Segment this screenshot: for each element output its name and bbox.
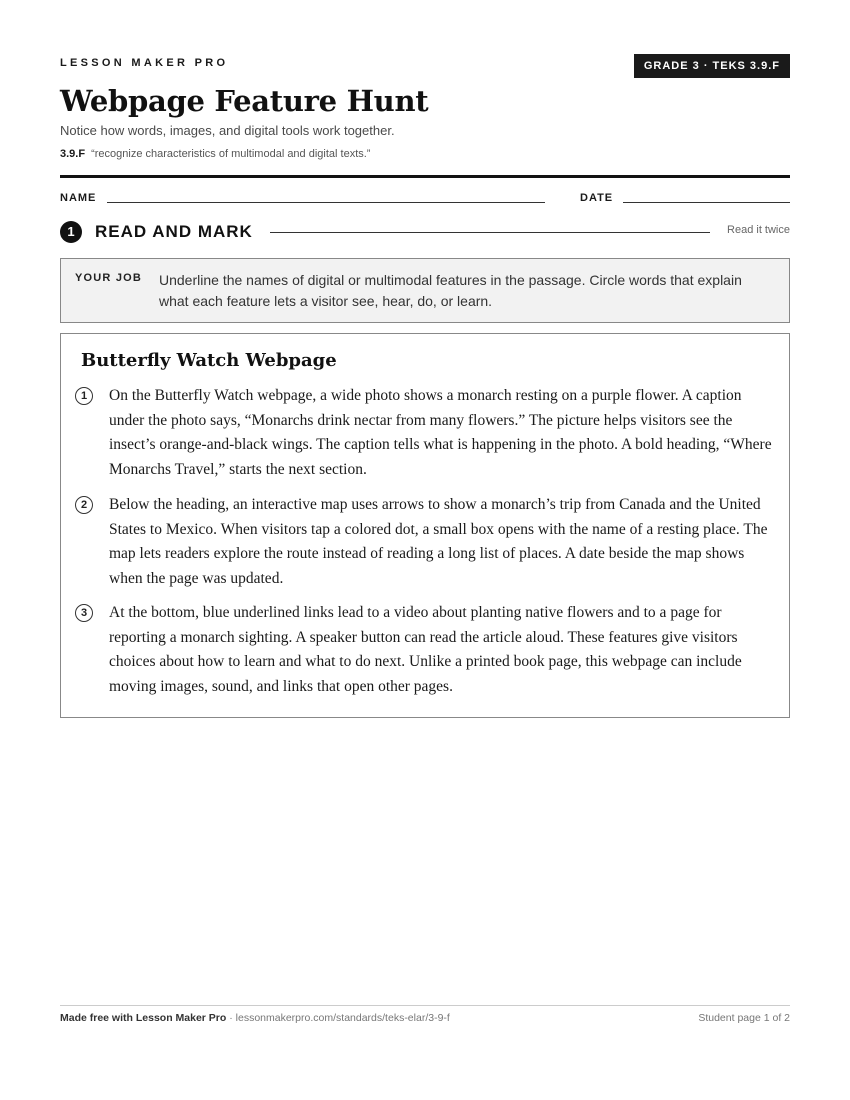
footer-separator: · xyxy=(226,1012,236,1024)
your-job-box xyxy=(60,258,790,323)
date-label: DATE xyxy=(580,192,614,204)
footer-made-with: Made free with Lesson Maker Pro xyxy=(60,1012,227,1024)
name-field[interactable] xyxy=(107,202,545,203)
passage-paragraph xyxy=(75,384,775,482)
paragraph-number: 1 xyxy=(75,387,93,405)
date-field[interactable] xyxy=(623,202,790,203)
paragraph-text: Below the heading, an interactive map uses arrows to show a monarch’s trip from Canada and the United States to Mexico. When visitors tap a colored dot, a small box opens with the name of a resting place. The map lets readers explore the route instead of reading a long list of places. A date beside the map shows when the page was updated. xyxy=(109,496,768,587)
section-divider xyxy=(270,232,710,233)
section-header xyxy=(60,220,790,244)
grade-standard-badge: GRADE 3 · TEKS 3.9.F xyxy=(634,54,790,78)
passage-box xyxy=(60,333,790,718)
your-job-label: YOUR JOB xyxy=(75,272,143,284)
worksheet-page xyxy=(60,0,790,1100)
page-title: Webpage Feature Hunt xyxy=(60,84,429,118)
standard-code: 3.9.F xyxy=(60,148,86,160)
passage-paragraph xyxy=(75,601,775,699)
section-title: READ AND MARK xyxy=(95,222,253,241)
section-number-badge: 1 xyxy=(60,221,82,243)
footer-credit xyxy=(60,1012,450,1024)
brand-name: LESSON MAKER PRO xyxy=(60,57,229,69)
header-divider xyxy=(60,175,790,178)
section-note: Read it twice xyxy=(727,224,790,236)
footer-divider xyxy=(60,1005,790,1006)
page-subtitle: Notice how words, images, and digital tools work together. xyxy=(60,123,395,138)
passage-paragraph xyxy=(75,493,775,591)
footer-url[interactable]: lessonmakerpro.com/standards/teks-elar/3-9-f xyxy=(235,1012,450,1024)
paragraph-number: 2 xyxy=(75,496,93,514)
standard-line xyxy=(60,148,370,160)
standard-text: “recognize characteristics of multimodal and digital texts.” xyxy=(91,148,371,160)
name-label: NAME xyxy=(60,192,97,204)
your-job-text: Underline the names of digital or multimodal features in the passage. Circle words that explain what each feature lets a visitor see, hear, do, or learn. xyxy=(159,272,742,309)
passage-title: Butterfly Watch Webpage xyxy=(81,350,337,371)
paragraph-number: 3 xyxy=(75,604,93,622)
paragraph-text: At the bottom, blue underlined links lead to a video about planting native flowers and to a page for reporting a monarch sighting. A speaker button can read the article aloud. These features give visitors choices about how to learn and what to do next. Unlike a printed book page, this webpage can include moving images, sound, and links that open other pages. xyxy=(109,604,742,695)
paragraph-text: On the Butterfly Watch webpage, a wide photo shows a monarch resting on a purple flower. A caption under the photo says, “Monarchs drink nectar from many flowers.” The picture helps visitors see the insect’s orange-and-black wings. The caption tells what is happening in the photo. A bold heading, “Where Monarchs Travel,” starts the next section. xyxy=(109,387,772,478)
footer-page-number: Student page 1 of 2 xyxy=(698,1012,790,1024)
name-date-row xyxy=(60,192,790,208)
